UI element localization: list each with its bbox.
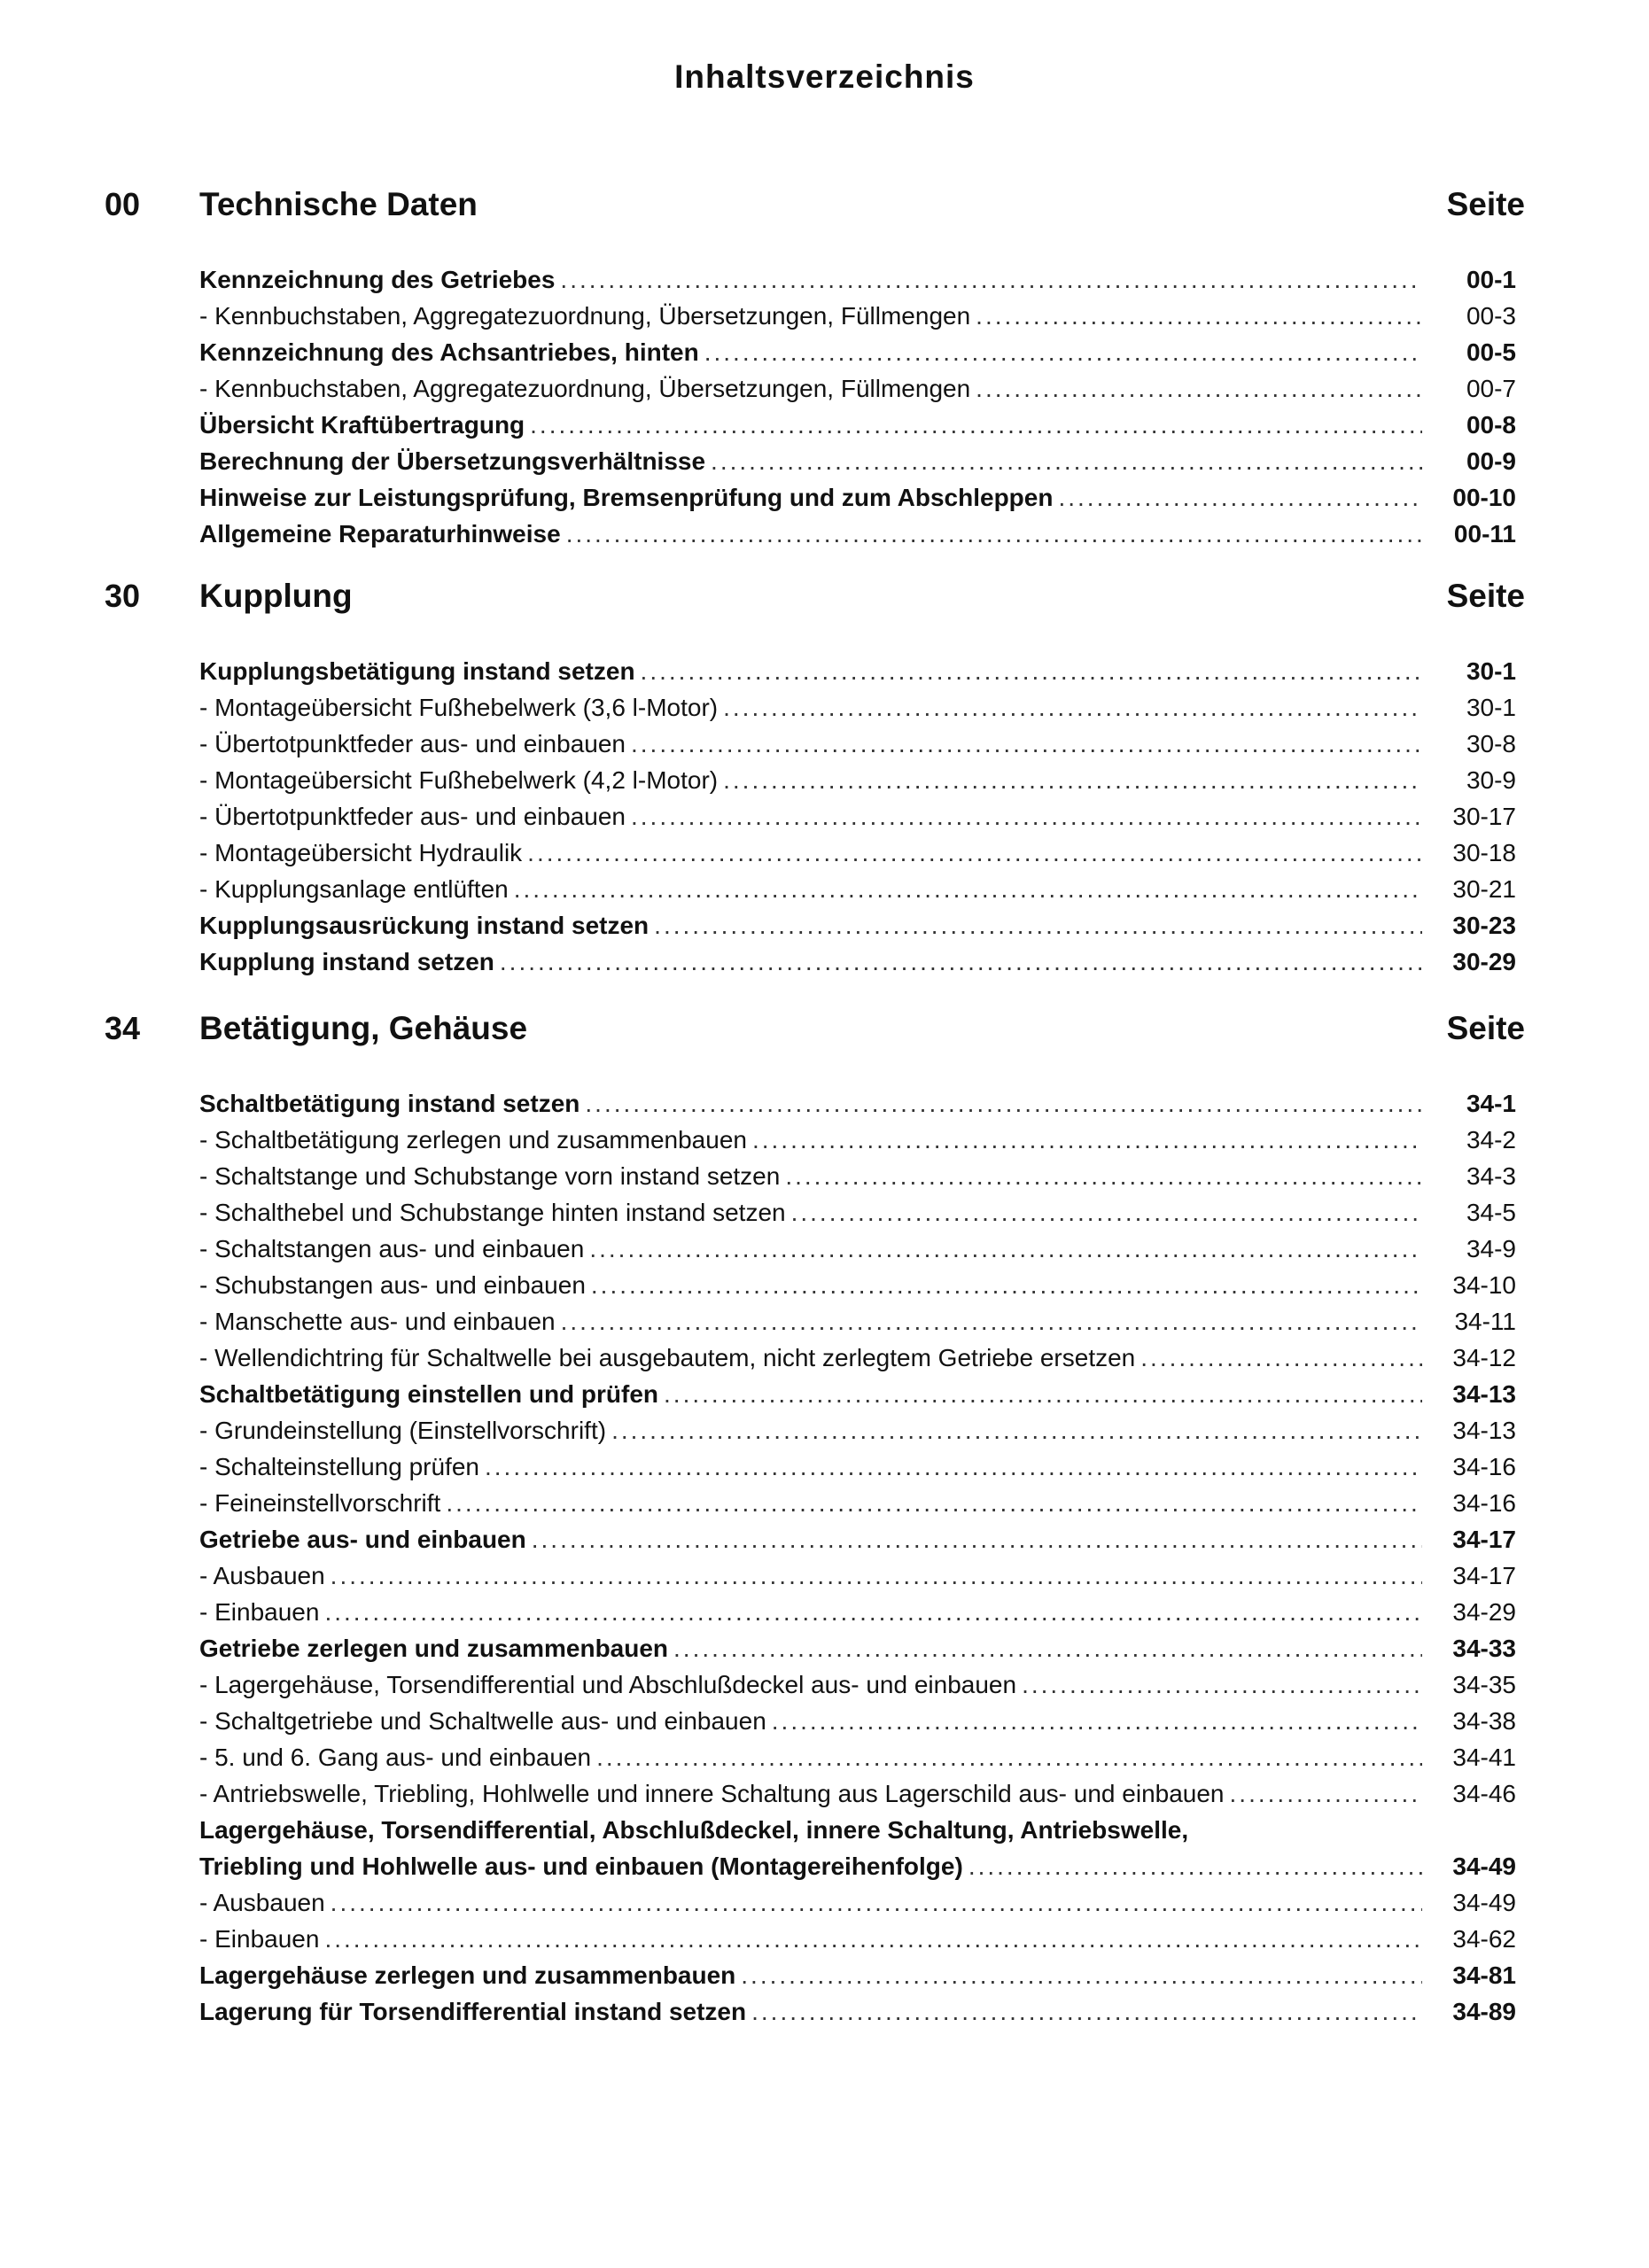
toc-entry-label: - Übertotpunktfeder aus- und einbauen bbox=[199, 730, 626, 757]
toc-entry-page: 34-16 bbox=[1452, 1453, 1516, 1480]
toc-entry bbox=[199, 1961, 1516, 1998]
toc-entry bbox=[199, 266, 1516, 302]
toc-entry-page: 34-13 bbox=[1452, 1417, 1516, 1444]
dot-leader bbox=[532, 1526, 1422, 1554]
toc-entry-label: Kupplungsausrückung instand setzen bbox=[199, 912, 649, 939]
toc-entry bbox=[199, 1199, 1516, 1235]
toc-entry-page: 34-46 bbox=[1452, 1780, 1516, 1807]
toc-entry-label: - Feineinstellvorschrift bbox=[199, 1489, 441, 1517]
toc-entry-page: 30-17 bbox=[1452, 803, 1516, 830]
toc-entry-page: 00-8 bbox=[1466, 411, 1516, 439]
toc-entry-label: - Kupplungsanlage entlüften bbox=[199, 875, 509, 903]
toc-entry-label: - Schaltstangen aus- und einbauen bbox=[199, 1235, 585, 1262]
toc-entry-page: 34-62 bbox=[1452, 1925, 1516, 1953]
toc-entry-label: - Montageübersicht Hydraulik bbox=[199, 839, 523, 866]
toc-entry bbox=[199, 766, 1516, 803]
dot-leader bbox=[331, 1889, 1422, 1917]
toc-entry bbox=[199, 1671, 1516, 1707]
dot-leader bbox=[654, 912, 1422, 940]
toc-entry bbox=[199, 948, 1516, 984]
toc-entry-label: Lagergehäuse zerlegen und zusammenbauen bbox=[199, 1961, 736, 1989]
toc-entry-label: Übersicht Kraftübertragung bbox=[199, 411, 525, 439]
toc-entry-page: 30-1 bbox=[1466, 657, 1516, 685]
section-number: 30 bbox=[105, 578, 141, 614]
dot-leader bbox=[641, 657, 1422, 686]
toc-entry-label: - Schaltbetätigung zerlegen und zusammenbauen bbox=[199, 1126, 747, 1153]
toc-entry bbox=[199, 912, 1516, 948]
toc-entry-page: 30-29 bbox=[1452, 948, 1516, 975]
toc-entry bbox=[199, 1526, 1516, 1562]
dot-leader bbox=[1140, 1344, 1422, 1372]
toc-entry-page: 34-1 bbox=[1466, 1090, 1516, 1117]
toc-entry-page: 34-49 bbox=[1452, 1889, 1516, 1916]
dot-leader bbox=[324, 1598, 1422, 1627]
toc-entry bbox=[199, 1489, 1516, 1526]
toc-entry-label: Lagergehäuse, Torsendifferential, Abschlußdeckel, innere Schaltung, Antriebswelle, bbox=[199, 1816, 1189, 1844]
dot-leader bbox=[560, 266, 1422, 294]
dot-leader bbox=[976, 302, 1422, 330]
toc-entry bbox=[199, 1635, 1516, 1671]
dot-leader bbox=[446, 1489, 1422, 1518]
toc-entry bbox=[199, 657, 1516, 694]
toc-entry bbox=[199, 694, 1516, 730]
toc-entry-label: - Schaltstange und Schubstange vorn instand setzen bbox=[199, 1162, 781, 1190]
section-header bbox=[0, 186, 1649, 266]
dot-leader bbox=[527, 839, 1422, 867]
toc-entry bbox=[199, 411, 1516, 447]
toc-entry-label: - Ausbauen bbox=[199, 1889, 325, 1916]
toc-entry-label: Kennzeichnung des Getriebes bbox=[199, 266, 556, 293]
toc-entry-label: - Einbauen bbox=[199, 1598, 320, 1626]
dot-leader bbox=[631, 730, 1422, 758]
dot-leader bbox=[704, 338, 1422, 367]
toc-entry bbox=[199, 875, 1516, 912]
dot-leader bbox=[500, 948, 1422, 976]
toc-entry-label: - Übertotpunktfeder aus- und einbauen bbox=[199, 803, 626, 830]
dot-leader bbox=[1058, 484, 1422, 512]
toc-entry-label: - Lagergehäuse, Torsendifferential und Abschlußdeckel aus- und einbauen bbox=[199, 1671, 1017, 1698]
dot-leader bbox=[1022, 1671, 1422, 1699]
toc-entry-label: - Kennbuchstaben, Aggregatezuordnung, Übersetzungen, Füllmengen bbox=[199, 375, 971, 402]
section-title: Technische Daten bbox=[199, 186, 478, 222]
dot-leader bbox=[591, 1271, 1422, 1300]
toc-entry-label: Triebling und Hohlwelle aus- und einbauen (Montagereihenfolge) bbox=[199, 1852, 963, 1880]
toc-entry bbox=[199, 1162, 1516, 1199]
toc-entry bbox=[199, 1271, 1516, 1308]
toc-entry bbox=[199, 1344, 1516, 1380]
dot-leader bbox=[741, 1961, 1422, 1990]
toc-entry-page: 00-1 bbox=[1466, 266, 1516, 293]
toc-entry-label: - Antriebswelle, Triebling, Hohlwelle und innere Schaltung aus Lagerschild aus- und einbauen bbox=[199, 1780, 1225, 1807]
section-number: 34 bbox=[105, 1010, 141, 1046]
toc-entry-page: 00-3 bbox=[1466, 302, 1516, 330]
dot-leader bbox=[664, 1380, 1422, 1409]
dot-leader bbox=[791, 1199, 1422, 1227]
toc-entry-page: 34-81 bbox=[1452, 1961, 1516, 1989]
toc-entry bbox=[199, 1562, 1516, 1598]
toc-entry-label: Kupplungsbetätigung instand setzen bbox=[199, 657, 635, 685]
dot-leader bbox=[976, 375, 1422, 403]
toc-entry-label: Lagerung für Torsendifferential instand setzen bbox=[199, 1998, 747, 2025]
toc-entry-label: Schaltbetätigung einstellen und prüfen bbox=[199, 1380, 659, 1408]
toc-entry bbox=[199, 1235, 1516, 1271]
toc-section bbox=[0, 186, 1649, 548]
toc-entry bbox=[199, 1744, 1516, 1780]
dot-leader bbox=[566, 520, 1422, 548]
dot-leader bbox=[723, 694, 1422, 722]
toc-entry-label: - Grundeinstellung (Einstellvorschrift) bbox=[199, 1417, 607, 1444]
toc-entry bbox=[199, 338, 1516, 375]
toc-section bbox=[0, 1010, 1649, 2025]
toc-entry-label: - Schalteinstellung prüfen bbox=[199, 1453, 479, 1480]
toc-entry bbox=[199, 520, 1516, 556]
toc-entry-label: Hinweise zur Leistungsprüfung, Bremsenprüfung und zum Abschleppen bbox=[199, 484, 1054, 511]
dot-leader bbox=[611, 1417, 1422, 1445]
toc-entry-page: 00-5 bbox=[1466, 338, 1516, 366]
toc-entry bbox=[199, 1925, 1516, 1961]
dot-leader bbox=[723, 766, 1422, 795]
toc-entry bbox=[199, 1126, 1516, 1162]
dot-leader bbox=[530, 411, 1422, 439]
toc-entry-label: Getriebe zerlegen und zusammenbauen bbox=[199, 1635, 669, 1662]
dot-leader bbox=[324, 1925, 1422, 1953]
toc-entry-page: 34-2 bbox=[1466, 1126, 1516, 1153]
toc-entry-page: 34-5 bbox=[1466, 1199, 1516, 1226]
toc-entry bbox=[199, 1598, 1516, 1635]
toc-entry bbox=[199, 1453, 1516, 1489]
toc-entry bbox=[199, 730, 1516, 766]
toc-entry-page: 34-41 bbox=[1452, 1744, 1516, 1771]
toc-entry-page: 34-17 bbox=[1452, 1562, 1516, 1589]
toc-entry-page: 34-35 bbox=[1452, 1671, 1516, 1698]
toc-entry-label: - Manschette aus- und einbauen bbox=[199, 1308, 556, 1335]
toc-entry-label: Getriebe aus- und einbauen bbox=[199, 1526, 526, 1553]
section-page-header: Seite bbox=[1446, 1010, 1525, 1046]
toc-entry bbox=[199, 1780, 1516, 1816]
dot-leader bbox=[589, 1235, 1422, 1263]
dot-leader bbox=[673, 1635, 1422, 1663]
toc-entry-label: - 5. und 6. Gang aus- und einbauen bbox=[199, 1744, 592, 1771]
dot-leader bbox=[751, 1998, 1422, 2026]
toc-entry bbox=[199, 839, 1516, 875]
toc-entry bbox=[199, 1308, 1516, 1344]
dot-leader bbox=[711, 447, 1422, 476]
dot-leader bbox=[631, 803, 1422, 831]
toc-entry bbox=[199, 1090, 1516, 1126]
section-page-header: Seite bbox=[1446, 578, 1525, 614]
toc-entry bbox=[199, 1852, 1516, 1889]
toc-entry-page: 34-10 bbox=[1452, 1271, 1516, 1299]
toc-entry-page: 00-9 bbox=[1466, 447, 1516, 475]
toc-entry-page: 30-21 bbox=[1452, 875, 1516, 903]
toc-entry bbox=[199, 1889, 1516, 1925]
dot-leader bbox=[772, 1707, 1422, 1736]
toc-entry-page: 34-16 bbox=[1452, 1489, 1516, 1517]
toc-entry bbox=[199, 1707, 1516, 1744]
toc-entry-label: - Schalthebel und Schubstange hinten instand setzen bbox=[199, 1199, 786, 1226]
dot-leader bbox=[752, 1126, 1422, 1154]
toc-entry-label: Berechnung der Übersetzungsverhältnisse bbox=[199, 447, 706, 475]
toc-entry bbox=[199, 447, 1516, 484]
toc-entry-label: - Schaltgetriebe und Schaltwelle aus- und einbauen bbox=[199, 1707, 766, 1735]
dot-leader bbox=[785, 1162, 1422, 1191]
toc-entry-page: 00-11 bbox=[1453, 520, 1516, 548]
toc-entry-page: 34-12 bbox=[1452, 1344, 1516, 1371]
toc-entry bbox=[199, 302, 1516, 338]
section-header bbox=[0, 1010, 1649, 1090]
toc-entry-label: - Montageübersicht Fußhebelwerk (3,6 l-Motor) bbox=[199, 694, 719, 721]
toc-entry-label: - Montageübersicht Fußhebelwerk (4,2 l-Motor) bbox=[199, 766, 719, 794]
toc-entry-label: - Schubstangen aus- und einbauen bbox=[199, 1271, 586, 1299]
dot-leader bbox=[968, 1852, 1422, 1881]
toc-entry-label: Kennzeichnung des Achsantriebes, hinten bbox=[199, 338, 699, 366]
toc-entry-page: 34-33 bbox=[1452, 1635, 1516, 1662]
toc-entry-page: 34-89 bbox=[1452, 1998, 1516, 2025]
toc-entry-page: 34-11 bbox=[1454, 1308, 1516, 1335]
toc-entry-page: 34-49 bbox=[1452, 1852, 1516, 1880]
toc-entry-page: 30-9 bbox=[1466, 766, 1516, 794]
toc-entry bbox=[199, 803, 1516, 839]
toc-entry-page: 30-23 bbox=[1452, 912, 1516, 939]
toc-entry bbox=[199, 1380, 1516, 1417]
dot-leader bbox=[1230, 1780, 1422, 1808]
section-number: 00 bbox=[105, 186, 141, 222]
toc-entry-page: 00-10 bbox=[1452, 484, 1516, 511]
dot-leader bbox=[514, 875, 1422, 904]
dot-leader bbox=[485, 1453, 1422, 1481]
toc-section bbox=[0, 578, 1649, 975]
toc-entry-label: - Wellendichtring für Schaltwelle bei ausgebautem, nicht zerlegtem Getriebe ersetzen bbox=[199, 1344, 1136, 1371]
dot-leader bbox=[331, 1562, 1422, 1590]
toc-entry-page: 34-13 bbox=[1452, 1380, 1516, 1408]
toc-entry-page: 30-1 bbox=[1466, 694, 1516, 721]
entry-list bbox=[199, 266, 1516, 556]
toc-entry-label: - Einbauen bbox=[199, 1925, 320, 1953]
toc-entry-page: 34-29 bbox=[1452, 1598, 1516, 1626]
toc-entry bbox=[199, 1417, 1516, 1453]
toc-entry-page: 30-18 bbox=[1452, 839, 1516, 866]
section-title: Betätigung, Gehäuse bbox=[199, 1010, 528, 1046]
toc-entry-page: 30-8 bbox=[1466, 730, 1516, 757]
entry-list bbox=[199, 1090, 1516, 2034]
toc-entry-label: Schaltbetätigung instand setzen bbox=[199, 1090, 580, 1117]
toc-entry bbox=[199, 1998, 1516, 2034]
toc-entry bbox=[199, 1816, 1516, 1852]
toc-entry-label: - Ausbauen bbox=[199, 1562, 325, 1589]
section-title: Kupplung bbox=[199, 578, 353, 614]
dot-leader bbox=[561, 1308, 1422, 1336]
toc-entry-page: 34-9 bbox=[1466, 1235, 1516, 1262]
toc-entry-page: 00-7 bbox=[1466, 375, 1516, 402]
toc-entry-label: - Kennbuchstaben, Aggregatezuordnung, Übersetzungen, Füllmengen bbox=[199, 302, 971, 330]
dot-leader bbox=[585, 1090, 1422, 1118]
toc-entry-page: 34-3 bbox=[1466, 1162, 1516, 1190]
section-header bbox=[0, 578, 1649, 657]
entry-list bbox=[199, 657, 1516, 984]
section-page-header: Seite bbox=[1446, 186, 1525, 222]
toc-entry-page: 34-17 bbox=[1452, 1526, 1516, 1553]
toc-entry-label: Allgemeine Reparaturhinweise bbox=[199, 520, 561, 548]
toc-entry bbox=[199, 484, 1516, 520]
page-title: Inhaltsverzeichnis bbox=[674, 58, 975, 95]
toc-entry-page: 34-38 bbox=[1452, 1707, 1516, 1735]
toc-entry-label: Kupplung instand setzen bbox=[199, 948, 494, 975]
toc-entry bbox=[199, 375, 1516, 411]
dot-leader bbox=[596, 1744, 1422, 1772]
